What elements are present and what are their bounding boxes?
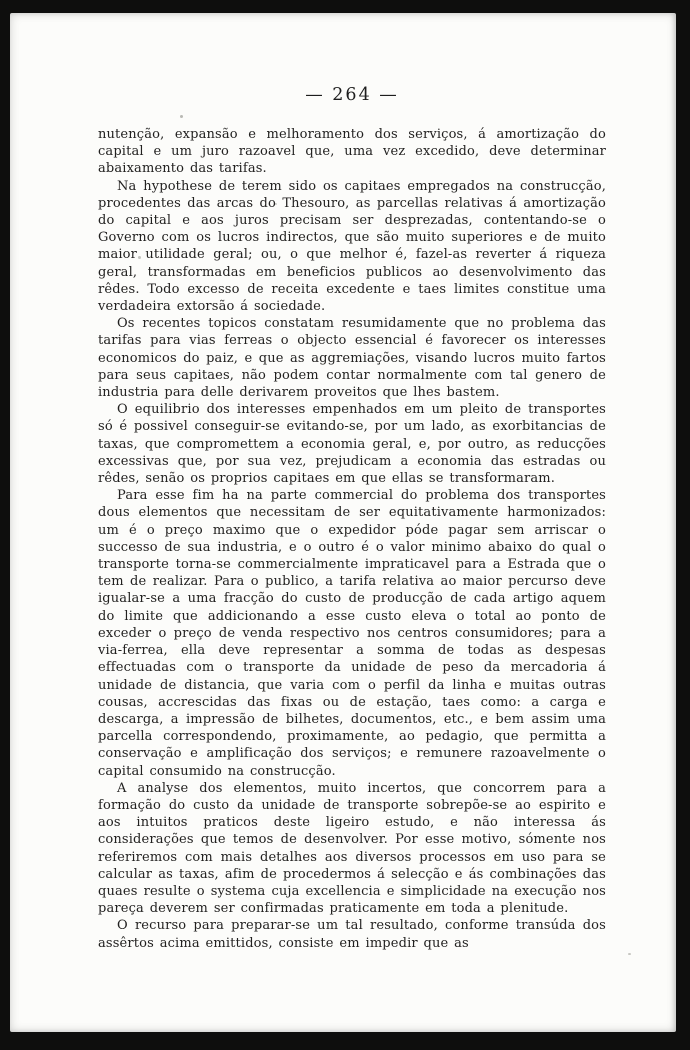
paragraph: Para esse fim ha na parte commercial do problema dos transportes dous elementos que necessitam de ser equitativamente harmonizados: um é o preço maximo que o expedidor póde pagar sem arriscar o successo de sua industria, e o outro é o valor minimo abaixo do qual o transporte torna-se commercialmente impraticavel para a Estrada que o tem de realizar. Para o publico, a tarifa relativa ao maior percurso deve igualar-se a uma fracção do custo de producção de cada artigo aquem do limite que addicionando a esse custo eleva o total ao ponto de exceder o preço de venda respectivo nos centros consumidores; para a via-ferrea, ella deve representar a somma de todas as despesas effectuadas com o transporte da unidade de peso da mercadoria á unidade de distancia, que varia com o perfil da linha e muitas outras cousas, accrescidas das fixas ou de estação, taes como: a carga e descarga, a impressão de bilhetes, documentos, etc., e bem assim uma parcella correspondendo, proximamente, ao pedagio, que permitta a conservação e amplificação dos serviços; e remunere razoavelmente o capital consumido na construcção. <box>98 488 606 779</box>
paragraph-continuation: nutenção, expansão e melhoramento dos serviços, á amortização do capital e um juro razoavel que, uma vez excedido, deve determinar abaixamento das tarifas. <box>98 127 606 177</box>
paragraph: Os recentes topicos constatam resumidamente que no problema das tarifas para vias ferreas o objecto essencial é favorecer os interesses economicos do paiz, e que as aggremiações, visando lucros muito fartos para seus capitaes, não podem contar normalmente com tal genero de industria para delle derivarem proveitos que lhes bastem. <box>98 316 606 401</box>
page-content <box>98 13 606 952</box>
paragraph: A analyse dos elementos, muito incertos, que concorrem para a formação do custo da unidade de transporte sobrepõe-se ao espirito e aos intuitos praticos deste ligeiro estudo, e não interessa ás considerações que temos de desenvolver. Por esse motivo, sómente nos referiremos com mais detalhes aos diversos processos em uso para se calcular as taxas, afim de procedermos á selecção e ás combinações das quaes resulte o systema cuja excellencia e simplicidade na execução nos pareça deverem ser confirmadas praticamente em toda a plenitude. <box>98 780 606 917</box>
paragraph: O recurso para preparar-se um tal resultado, conforme transúda dos assêrtos acima emittidos, consiste em impedir que as <box>98 918 606 951</box>
page-number: — 264 — <box>305 85 399 105</box>
scan-speck <box>628 953 631 955</box>
paragraph: Na hypothese de terem sido os capitaes empregados na construcção, procedentes das arcas do Thesouro, as parcellas relativas á amortização do capital e aos juros precisam ser desprezadas, contentando-se o Governo com os lucros indirectos, que são muito superiores e de muito maior utilidade geral; ou, o que melhor é, fazel-as reverter á riqueza geral, transformadas em beneficios publicos ao desenvolvimento das rêdes. Todo excesso de receita excedente e taes limites constitue uma verdadeira extorsão á sociedade. <box>98 178 606 315</box>
paragraph: O equilibrio dos interesses empenhados em um pleito de transportes só é possivel conseguir-se evitando-se, por um lado, as exorbitancias de taxas, que compromettem a economia geral, e, por outro, as reducções excessivas que, por sua vez, prejudicam a economia das estradas ou rêdes, senão os proprios capitaes em que ellas se transformaram. <box>98 402 606 487</box>
body-text <box>98 126 606 952</box>
scanned-page <box>10 13 676 1032</box>
